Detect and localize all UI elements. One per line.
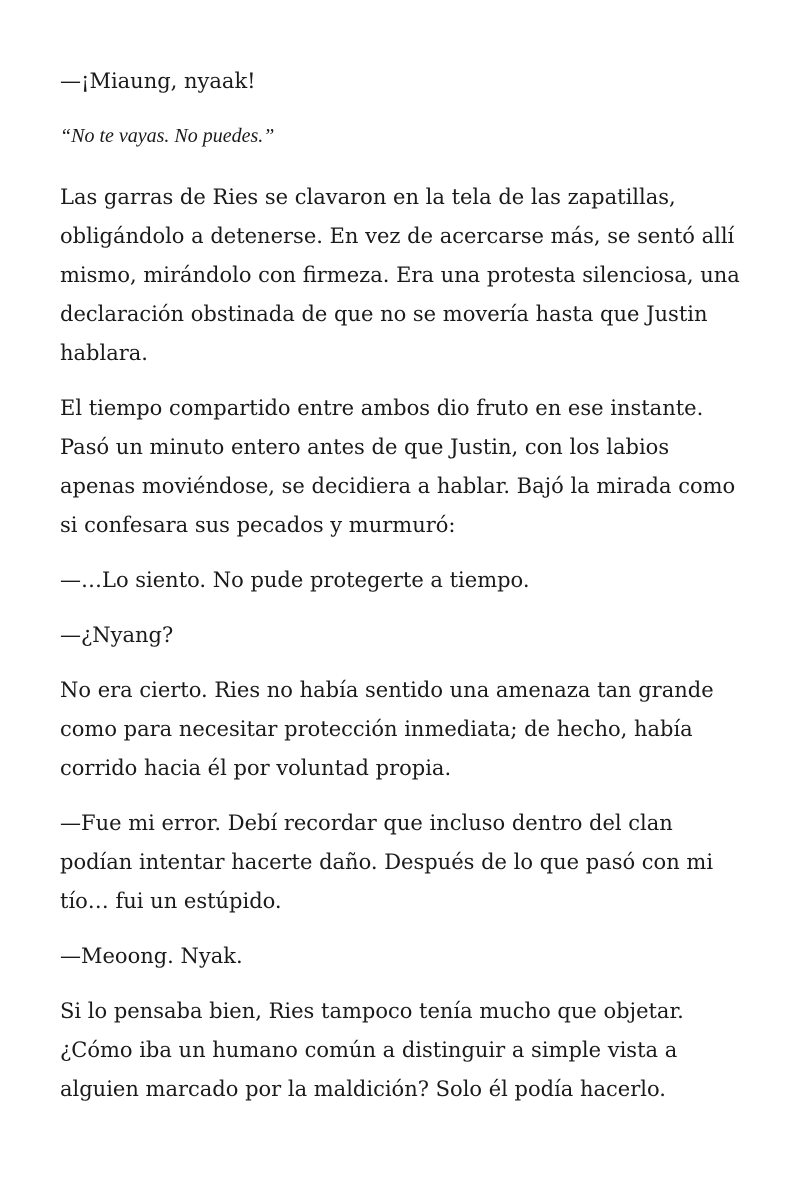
paragraph-9: —Meoong. Nyak. (60, 944, 243, 968)
paragraph-3: Las garras de Ries se clavaron en la tela de las zapatillas, obligándolo a detenerse. En vez de acercarse más, se sentó allí mismo, mirándolo con firmeza. Era una protesta silenciosa, una declaración obstinada de que no se movería hasta que Justin hablara. (60, 185, 740, 365)
paragraph-2-italic: “No te vayas. No puedes.” (60, 125, 275, 147)
paragraph-6: —¿Nyang? (60, 623, 174, 647)
reader-page (60, 62, 750, 1125)
paragraph-8: —Fue mi error. Debí recordar que incluso dentro del clan podían intentar hacerte daño. Después de lo que pasó con mi tío… fui un estúpido. (60, 811, 714, 913)
paragraph-4: El tiempo compartido entre ambos dio fruto en ese instante. Pasó un minuto entero antes de que Justin, con los labios apenas moviéndose, se decidiera a hablar. Bajó la mirada como si confesara sus pecados y murmuró: (60, 396, 736, 537)
paragraph-1: —¡Miaung, nyaak! (60, 69, 256, 93)
paragraph-7: No era cierto. Ries no había sentido una amenaza tan grande como para necesitar protección inmediata; de hecho, había corrido hacia él por voluntad propia. (60, 678, 714, 780)
paragraph-10: Si lo pensaba bien, Ries tampoco tenía mucho que objetar. ¿Cómo iba un humano común a distinguir a simple vista a alguien marcado por la maldición? Solo él podía hacerlo. (60, 999, 684, 1101)
paragraph-5: —…Lo siento. No pude protegerte a tiempo. (60, 568, 530, 592)
